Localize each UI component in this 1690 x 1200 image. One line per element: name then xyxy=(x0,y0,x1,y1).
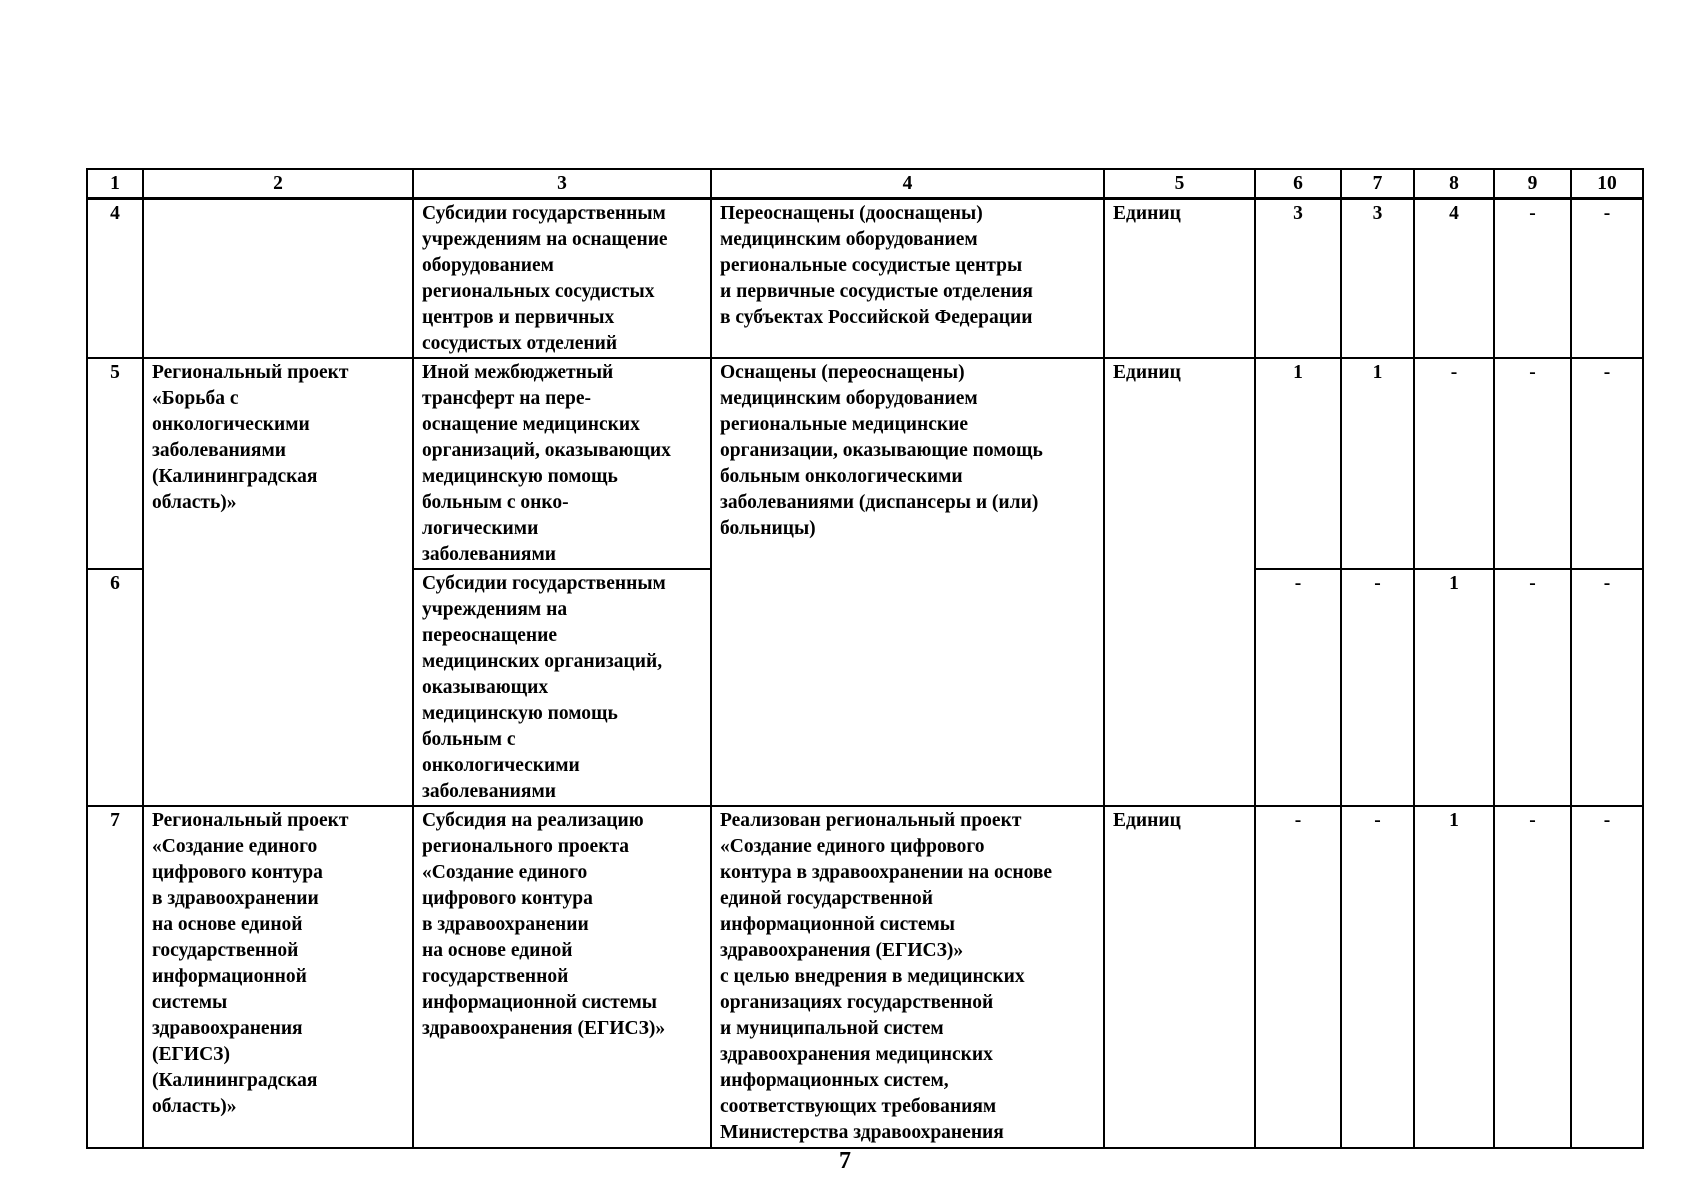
header-row xyxy=(87,169,1643,199)
data-table xyxy=(86,168,1644,1149)
project-cell: Региональный проект «Борьба с онкологическими заболеваниями (Калининградская область)» xyxy=(143,358,413,806)
value-cell: - xyxy=(1571,358,1643,569)
value-cell: - xyxy=(1571,569,1643,806)
row-number: 4 xyxy=(87,199,143,359)
value-cell: - xyxy=(1341,569,1414,806)
value-cell: - xyxy=(1494,358,1571,569)
transfer-cell: Субсидия на реализацию регионального проекта «Создание единого цифрового контура в здравоохранении на основе единой государственной информационной системы здравоохранения (ЕГИСЗ)» xyxy=(413,806,711,1148)
column-header: 2 xyxy=(143,169,413,199)
column-header: 4 xyxy=(711,169,1104,199)
column-header: 5 xyxy=(1104,169,1255,199)
value-cell: - xyxy=(1571,806,1643,1148)
unit-cell: Единиц xyxy=(1104,358,1255,806)
value-cell: 3 xyxy=(1255,199,1341,359)
unit-cell: Единиц xyxy=(1104,199,1255,359)
column-header: 1 xyxy=(87,169,143,199)
result-cell: Оснащены (переоснащены) медицинским оборудованием региональные медицинские организации, оказывающие помощь больным онкологическими заболеваниями (диспансеры и (или) больницы) xyxy=(711,358,1104,806)
column-header: 9 xyxy=(1494,169,1571,199)
result-cell: Реализован региональный проект «Создание единого цифрового контура в здравоохранении на основе единой государственной информационной системы здравоохранения (ЕГИСЗ)» с целью внедрения в медицинских организациях государственной и муниципальной систем здравоохранения медицинских информационных систем, соответствующих требованиям Министерства здравоохранения xyxy=(711,806,1104,1148)
value-cell: - xyxy=(1255,569,1341,806)
value-cell: - xyxy=(1494,199,1571,359)
unit-cell: Единиц xyxy=(1104,806,1255,1148)
column-header: 10 xyxy=(1571,169,1643,199)
result-cell: Переоснащены (дооснащены) медицинским оборудованием региональные сосудистые центры и первичные сосудистые отделения в субъектах Российской Федерации xyxy=(711,199,1104,359)
project-cell xyxy=(143,199,413,359)
row-number: 5 xyxy=(87,358,143,569)
value-cell: 1 xyxy=(1414,569,1494,806)
project-cell: Региональный проект «Создание единого цифрового контура в здравоохранении на основе единой государственной информационной системы здравоохранения (ЕГИСЗ) (Калининградская область)» xyxy=(143,806,413,1148)
value-cell: 1 xyxy=(1255,358,1341,569)
value-cell: 1 xyxy=(1414,806,1494,1148)
page-number: 7 xyxy=(839,1148,851,1174)
value-cell: 4 xyxy=(1414,199,1494,359)
value-cell: - xyxy=(1494,806,1571,1148)
value-cell: - xyxy=(1341,806,1414,1148)
row-number: 6 xyxy=(87,569,143,806)
value-cell: - xyxy=(1414,358,1494,569)
value-cell: - xyxy=(1255,806,1341,1148)
value-cell: 3 xyxy=(1341,199,1414,359)
table-row xyxy=(87,358,1643,569)
table-row xyxy=(87,806,1643,1148)
column-header: 6 xyxy=(1255,169,1341,199)
column-header: 3 xyxy=(413,169,711,199)
transfer-cell: Иной межбюджетный трансферт на пере- оснащение медицинских организаций, оказывающих медицинскую помощь больным с онко- логическими заболеваниями xyxy=(413,358,711,569)
column-header: 8 xyxy=(1414,169,1494,199)
table-row xyxy=(87,199,1643,359)
value-cell: - xyxy=(1494,569,1571,806)
transfer-cell: Субсидии государственным учреждениям на переоснащение медицинских организаций, оказывающих медицинскую помощь больным с онкологическими заболеваниями xyxy=(413,569,711,806)
value-cell: - xyxy=(1571,199,1643,359)
transfer-cell: Субсидии государственным учреждениям на оснащение оборудованием региональных сосудистых центров и первичных сосудистых отделений xyxy=(413,199,711,359)
value-cell: 1 xyxy=(1341,358,1414,569)
column-header: 7 xyxy=(1341,169,1414,199)
row-number: 7 xyxy=(87,806,143,1148)
